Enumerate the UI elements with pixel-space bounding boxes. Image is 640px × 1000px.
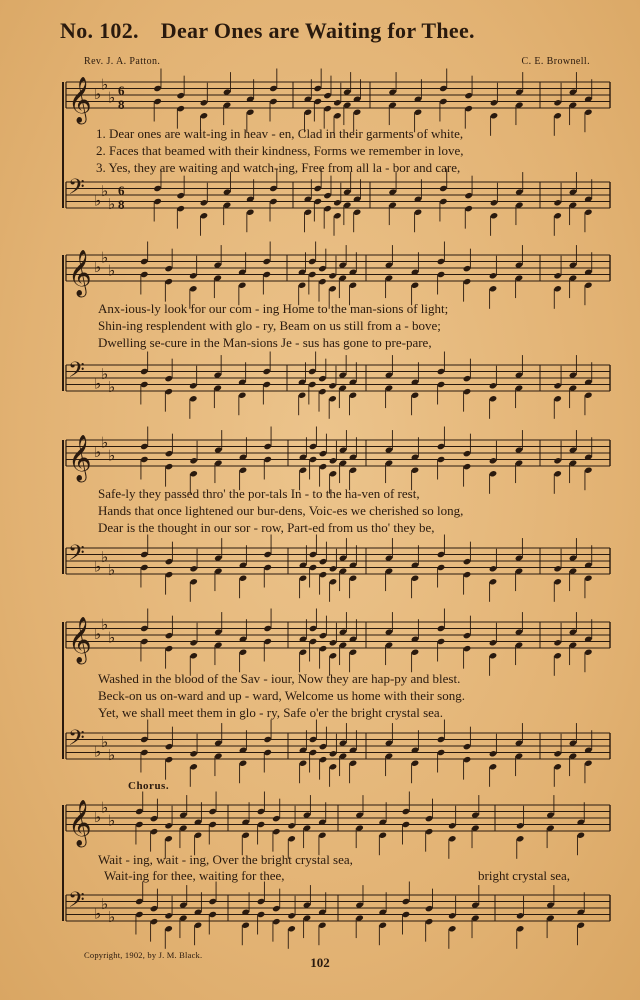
bass-clef-icon: 𝄢 <box>68 358 85 388</box>
verse-lyrics-system-2 <box>98 300 598 351</box>
time-signature-icon: 8 <box>118 97 125 112</box>
flat-icon: ♭ <box>101 894 109 913</box>
treble-clef-icon: 𝄞 <box>68 77 92 123</box>
lyric-line: Shin-ing resplendent with glo - ry, Beam on us still from a - bove; <box>98 318 441 333</box>
bass-clef-icon: 𝄢 <box>68 726 85 756</box>
flat-icon: ♭ <box>101 181 109 200</box>
time-signature-icon: 6 <box>118 83 125 98</box>
flat-icon: ♭ <box>108 88 116 107</box>
bass-clef-icon: 𝄢 <box>68 888 85 918</box>
hymn-title: Dear Ones are Waiting for Thee. <box>160 18 475 43</box>
treble-clef-icon: 𝄞 <box>68 435 92 481</box>
time-signature-icon: 8 <box>118 197 125 212</box>
treble-clef-icon: 𝄞 <box>68 250 92 296</box>
copyright-notice: Copyright, 1902, by J. M. Black. <box>84 950 203 960</box>
lyric-line: Dwelling se-cure in the Man-sions Je - sus has gone to pre-pare, <box>98 335 432 350</box>
flat-icon: ♭ <box>101 75 109 94</box>
flat-icon: ♭ <box>108 560 116 579</box>
flat-icon: ♭ <box>94 85 102 103</box>
flat-icon: ♭ <box>108 261 116 280</box>
verse-lyrics-system-1 <box>96 125 596 176</box>
hymn-number: No. 102. <box>60 18 139 43</box>
flat-icon: ♭ <box>94 808 102 826</box>
flat-icon: ♭ <box>101 798 109 817</box>
flat-icon: ♭ <box>101 732 109 751</box>
flat-icon: ♭ <box>101 433 109 452</box>
flat-icon: ♭ <box>94 374 102 393</box>
lyricist-credit: Rev. J. A. Patton. <box>84 56 161 67</box>
flat-icon: ♭ <box>108 194 116 213</box>
bass-clef-icon: 𝄢 <box>68 541 85 571</box>
flat-icon: ♭ <box>101 615 109 634</box>
flat-icon: ♭ <box>108 745 116 764</box>
flat-icon: ♭ <box>108 907 116 926</box>
chorus-label: Chorus. <box>128 780 170 792</box>
lyric-line: Hands that once lightened our bur-dens, Voic-es we cherished so long, <box>98 503 464 518</box>
flat-icon: ♭ <box>94 443 102 461</box>
flat-icon: ♭ <box>94 742 102 761</box>
verse-lyrics-system-4 <box>98 670 598 721</box>
page-number: 102 <box>310 955 330 970</box>
flat-icon: ♭ <box>94 258 102 276</box>
flat-icon: ♭ <box>101 547 109 566</box>
flat-icon: ♭ <box>108 811 116 830</box>
verse-lyrics-system-3 <box>98 485 598 536</box>
flat-icon: ♭ <box>101 364 109 383</box>
lyric-line: Yet, we shall meet them in glo - ry, Safe o'er the bright crystal sea. <box>98 705 443 720</box>
bass-clef-icon: 𝄢 <box>68 175 85 205</box>
lyric-line: 2. Faces that beamed with their kindness, Forms we remember in love, <box>96 143 464 158</box>
flat-icon: ♭ <box>94 904 102 923</box>
lyric-line: Anx-ious-ly look for our com - ing Home to the man-sions of light; <box>98 301 449 316</box>
chorus-soprano-lyrics: Wait - ing, wait - ing, Over the bright crystal sea, <box>98 852 353 867</box>
composer-credit: C. E. Brownell. <box>521 56 590 67</box>
treble-clef-icon: 𝄞 <box>68 800 92 846</box>
chorus-bass-lyrics: Wait-ing for thee, waiting for thee, <box>104 868 285 883</box>
treble-clef-icon: 𝄞 <box>68 617 92 663</box>
lyric-line: Dear is the thought in our sor - row, Part-ed from us tho' they be, <box>98 520 435 535</box>
flat-icon: ♭ <box>101 248 109 267</box>
time-signature-icon: 6 <box>118 183 125 198</box>
lyric-line: Safe-ly they passed thro' the por-tals In - to the ha-ven of rest, <box>98 486 420 501</box>
flat-icon: ♭ <box>108 446 116 465</box>
lyric-line: 1. Dear ones are wait-ing in heav - en, Clad in their garments of white, <box>96 126 464 141</box>
chorus-bass-lyrics-end: bright crystal sea, <box>478 868 571 883</box>
lyric-line: Washed in the blood of the Sav - iour, Now they are hap-py and blest. <box>98 671 461 686</box>
flat-icon: ♭ <box>108 628 116 647</box>
flat-icon: ♭ <box>108 377 116 396</box>
lyric-line: Beck-on us on-ward and up - ward, Welcome us home with their song. <box>98 688 465 703</box>
flat-icon: ♭ <box>94 557 102 576</box>
lyric-line: 3. Yes, they are waiting and watch-ing, Free from all la - bor and care, <box>96 160 461 175</box>
flat-icon: ♭ <box>94 191 102 210</box>
flat-icon: ♭ <box>94 625 102 643</box>
